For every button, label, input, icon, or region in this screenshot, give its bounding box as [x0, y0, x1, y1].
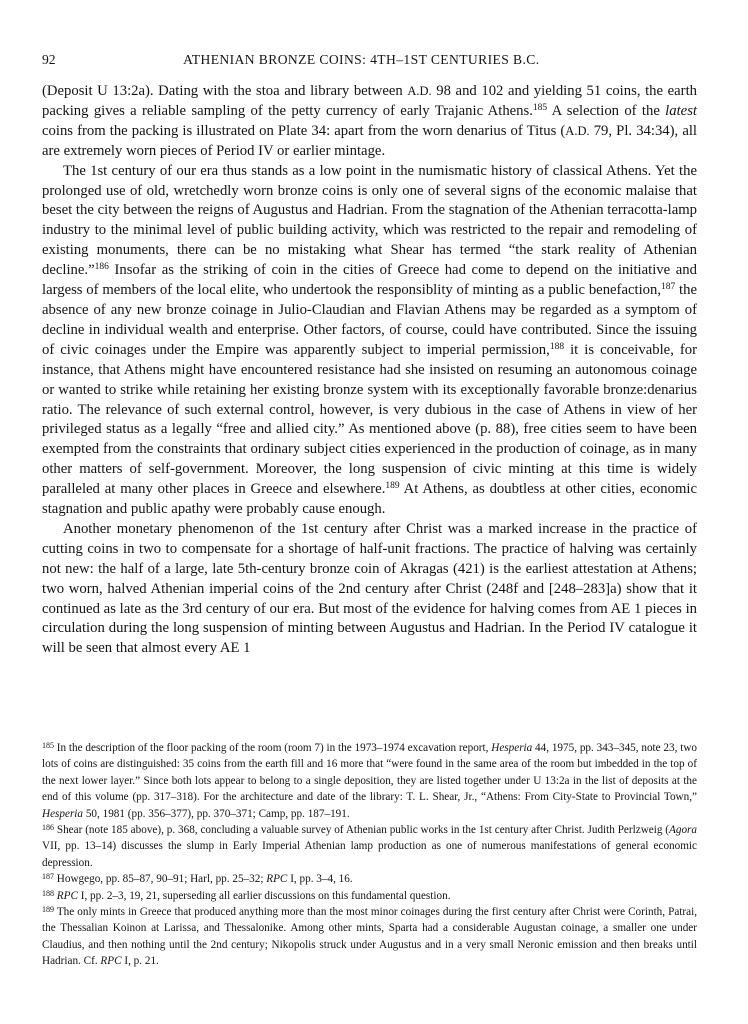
text: Howgego, pp. 85–87, 90–91; Harl, pp. 25–32; — [54, 873, 267, 886]
page — [42, 52, 697, 659]
footnote-number: 188 — [42, 888, 54, 898]
text: coins from the packing is illustrated on Plate 34: apart from the worn denarius of Titus ( — [42, 122, 566, 139]
footnote-ref-187[interactable]: 187 — [661, 282, 676, 293]
text: The 1st century of our era thus stands as a low point in the numismatic history of classical Athens. Yet the prolonged use of old, wretchedly worn bronze coins is only one of several signs of the economic malaise that beset the city between the reigns of Augustus and Hadrian. From the stagnation of the Athenian terracotta-lamp industry to the minimal level of public building activity, which was restricted to the repair and remodeling of existing monuments, there can be no mistaking what Shear has termed “the stark reality of Athenian decline.” — [42, 162, 697, 279]
text: (Deposit U 13:2a). Dating with the stoa and library between — [42, 83, 408, 99]
text: A selection of the — [547, 102, 666, 119]
era-abbrev: A.D. — [407, 84, 432, 98]
series-title: Agora — [669, 824, 697, 837]
text: I, pp. 3–4, 16. — [287, 873, 353, 886]
paragraph-2 — [42, 162, 697, 520]
text: I, pp. 2–3, 19, 21, superseding all earlier discussions on this fundamental question. — [77, 889, 451, 902]
running-title: ATHENIAN BRONZE COINS: 4TH–1ST CENTURIES B.C. — [183, 52, 540, 67]
running-head — [42, 52, 697, 68]
footnote-number: 187 — [42, 872, 54, 882]
text: 44, 1975, pp. 343–345, note 23, two lots of coins are distinguished: 35 coins from the earth fill and 16 more that “were found in the same area of the room but imbedded in the top of the next lower layer.” Since both lots appear to belong to a single deposition, they are listed together under U 13:2a in the list of deposits at the end of this volume (pp. 317–318). For the architecture and date of the library: T. L. Shear, Jr., “Athens: From City-State to Provincial Town,” — [42, 742, 697, 804]
text: The only mints in Greece that produced anything more than the most minor coinages during the first century after Christ were Corinth, Patrai, the Thessalian Koinon at Larissa, and Thessalonike. Among other mints, Sparta had a considerable Augustan coinage, a smaller one under Claudius, and then nothing until the 2nd century; Nikopolis struck under Augustus and in a very small Neronic emission and then breaks until Hadrian. Cf. — [42, 906, 697, 968]
footnote-ref-186[interactable]: 186 — [94, 262, 109, 273]
text: 50, 1981 (pp. 356–377), pp. 370–371; Camp, pp. 187–191. — [83, 807, 350, 820]
journal-title: Hesperia — [42, 807, 84, 820]
page-number: 92 — [42, 52, 56, 67]
footnotes — [42, 740, 697, 970]
series-title: RPC — [266, 873, 288, 886]
footnote-number: 185 — [42, 741, 54, 750]
footnote-185 — [42, 740, 697, 822]
text: In the description of the floor packing of the room (room 7) in the 1973–1974 excavation report, — [54, 742, 492, 754]
footnote-ref-185[interactable]: 185 — [532, 102, 548, 113]
emphasis: latest — [665, 102, 697, 119]
era-abbrev: A.D. — [565, 123, 590, 138]
footnote-189 — [42, 904, 697, 970]
footnote-188 — [42, 888, 697, 904]
text: 98 and 102 and yielding 51 coins, the earth packing gives a reliable sampling of the petty currency of early Trajanic Athens. — [42, 83, 697, 119]
series-title: RPC — [100, 955, 122, 968]
text: VII, pp. 13–14) discusses the slump in Early Imperial Athenian lamp production as one of numerous manifestations of general economic depression. — [42, 840, 697, 869]
footnote-number: 189 — [42, 905, 54, 915]
footnote-number: 186 — [42, 823, 54, 833]
text: 79, Pl. 34:34), all are extremely worn pieces of Period IV or earlier mintage. — [42, 122, 697, 159]
paragraph-3: Another monetary phenomenon of the 1st century after Christ was a marked increase in the practice of cutting coins in two to compensate for a shortage of half-unit fractions. The practice of halving was certainly not new: the half of a large, late 5th-century bronze coin of Akragas (421) is the earliest attestation at Athens; two worn, halved Athenian imperial coins of the 2nd century after Christ (248f and [248–283]a) show that it continued as late as the 3rd century of our era. But most of the evidence for halving comes from AE 1 pieces in circulation during the long suspension of minting between Augustus and Hadrian. In the Period IV catalogue it will be seen that almost every AE 1 — [42, 520, 697, 657]
text: At Athens, as doubtless at other cities, economic stagnation and public apathy were probably cause enough. — [42, 481, 698, 518]
text: Shear (note 185 above), p. 368, concluding a valuable survey of Athenian public works in the 1st century after Christ. Judith Perlzweig ( — [54, 824, 670, 837]
paragraph-1 — [42, 82, 697, 162]
footnote-186 — [42, 822, 697, 871]
footnote-187 — [42, 871, 697, 887]
journal-title: Hesperia — [491, 742, 533, 754]
series-title: RPC — [56, 889, 78, 902]
text: the absence of any new bronze coinage in Julio-Claudian and Flavian Athens may be regarded as a symptom of decline in individual wealth and enterprise. Other factors, of course, could have contributed. Since the issuing of civic coinages under the Empire was apparently subject to imperial permission, — [42, 282, 697, 358]
text: Insofar as the striking of coin in the cities of Greece had come to depend on the initiative and largess of members of the local elite, who undertook the responsiblity of minting as a public benefaction, — [42, 262, 697, 299]
text: it is conceivable, for instance, that Athens might have encountered resistance had she insisted on resuming an autonomous coinage or wanted to strike while retaining her existing bronze system with its exceptionally favorable bronze:denarius ratio. The relevance of such external control, however, is very dubious in the case of Athens in view of her privileged status as a legally “free and allied city.” As mentioned above (p. 88), free cities seem to have been exempted from the constraints that ordinary subject cities experienced in the production of coinage, as in many other matters of self-government. Moreover, the long suspension of civic minting at this time is widely paralleled at many other places in Greece and elsewhere. — [42, 341, 698, 498]
footnote-ref-189[interactable]: 189 — [385, 481, 400, 492]
footnote-ref-188[interactable]: 188 — [549, 341, 565, 352]
text: I, p. 21. — [121, 955, 159, 968]
